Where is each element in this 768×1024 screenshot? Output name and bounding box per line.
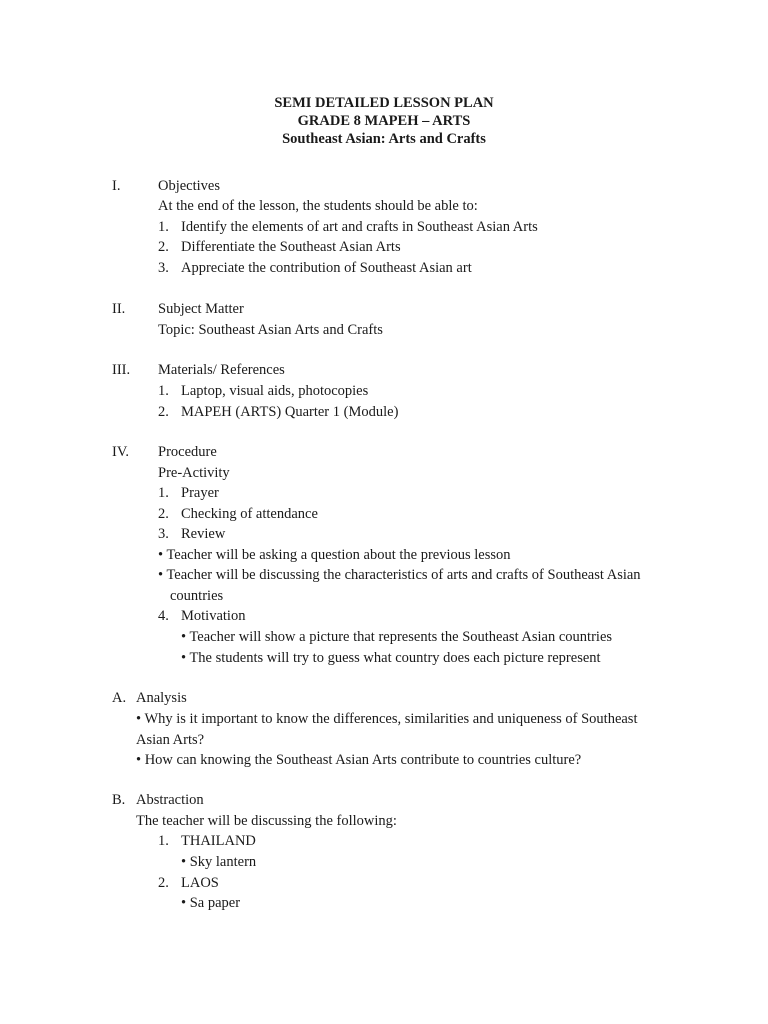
motivation-number: 4.: [158, 608, 169, 624]
abstraction-intro: The teacher will be discussing the following:: [136, 813, 397, 829]
procedure-number: 1.: [158, 485, 169, 501]
country-number: 1.: [158, 833, 169, 849]
objective-item: Identify the elements of art and crafts in Southeast Asian Arts: [181, 219, 538, 235]
section-numeral-iii: III.: [112, 362, 131, 378]
material-number: 2.: [158, 404, 169, 420]
motivation-label: Motivation: [181, 608, 246, 624]
subject-matter-heading: Subject Matter: [158, 301, 244, 317]
pre-activity-label: Pre-Activity: [158, 465, 230, 481]
plan-title: SEMI DETAILED LESSON PLAN: [274, 95, 494, 111]
grade-subject-title: GRADE 8 MAPEH – ARTS: [297, 113, 471, 129]
country-number: 2.: [158, 875, 169, 891]
motivation-bullet: • The students will try to guess what country does each picture represent: [181, 650, 601, 666]
motivation-bullet: • Teacher will show a picture that represents the Southeast Asian countries: [181, 629, 613, 645]
objective-item: Differentiate the Southeast Asian Arts: [181, 239, 401, 255]
section-numeral-i: I.: [112, 178, 121, 194]
section-numeral-ii: II.: [112, 301, 126, 317]
procedure-item: Review: [181, 526, 226, 542]
objective-item: Appreciate the contribution of Southeast Asian art: [181, 260, 472, 276]
material-item: MAPEH (ARTS) Quarter 1 (Module): [181, 404, 399, 420]
abstraction-heading: Abstraction: [136, 792, 204, 808]
objectives-intro: At the end of the lesson, the students should be able to:: [158, 198, 478, 214]
section-numeral-iv: IV.: [112, 444, 130, 460]
material-number: 1.: [158, 383, 169, 399]
title-block: [0, 94, 768, 148]
section-letter-a: A.: [112, 690, 127, 706]
country-name: LAOS: [181, 875, 219, 891]
objectives-heading: Objectives: [158, 178, 221, 194]
procedure-number: 2.: [158, 506, 169, 522]
country-name: THAILAND: [181, 833, 256, 849]
review-bullet: [158, 565, 670, 606]
lesson-topic-title: Southeast Asian: Arts and Crafts: [282, 131, 486, 147]
analysis-bullet: • How can knowing the Southeast Asian Arts contribute to countries culture?: [136, 752, 582, 768]
subject-matter-topic: Topic: Southeast Asian Arts and Crafts: [158, 322, 383, 338]
objective-number: 1.: [158, 219, 169, 235]
country-art-item: • Sky lantern: [181, 854, 257, 870]
analysis-bullet: • Why is it important to know the differences, similarities and uniqueness of Southeast Asian Arts?: [136, 711, 638, 748]
procedure-item: Checking of attendance: [181, 506, 318, 522]
review-bullet: • Teacher will be asking a question about the previous lesson: [158, 547, 511, 563]
analysis-heading: Analysis: [136, 690, 187, 706]
material-item: Laptop, visual aids, photocopies: [181, 383, 369, 399]
procedure-number: 3.: [158, 526, 169, 542]
procedure-item: Prayer: [181, 485, 219, 501]
objective-number: 2.: [158, 239, 169, 255]
review-bullet-text: • Teacher will be discussing the characteristics of arts and crafts of Southeast Asian countries: [158, 567, 641, 604]
objective-number: 3.: [158, 260, 169, 276]
materials-heading: Materials/ References: [158, 362, 285, 378]
country-art-item: • Sa paper: [181, 895, 241, 911]
section-letter-b: B.: [112, 792, 126, 808]
procedure-heading: Procedure: [158, 444, 217, 460]
